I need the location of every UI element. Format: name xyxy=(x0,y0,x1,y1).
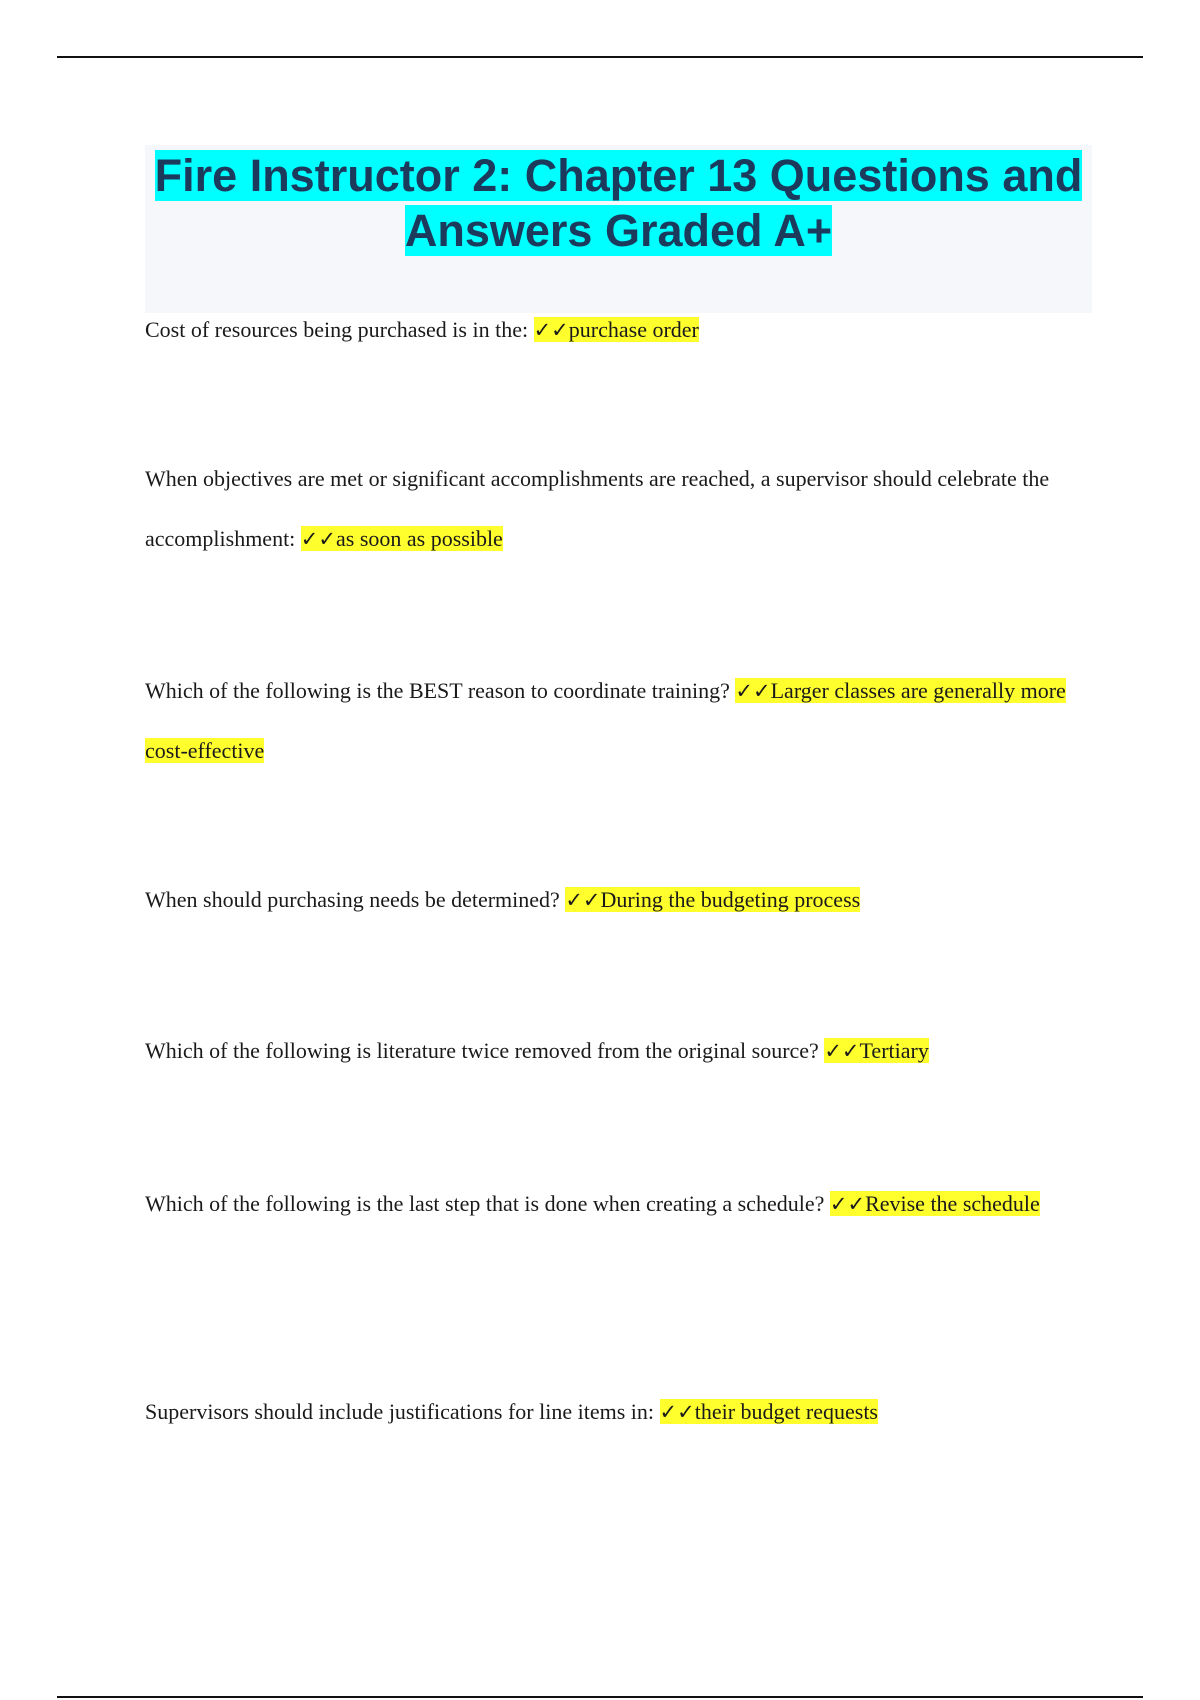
bottom-rule xyxy=(57,1696,1143,1698)
answer-text: their budget requests xyxy=(694,1399,878,1424)
question-text: Which of the following is literature twice removed from the original source? xyxy=(145,1038,825,1063)
question-text: Supervisors should include justifications for line items in: xyxy=(145,1399,660,1424)
question-text: Which of the following is the last step that is done when creating a schedule? xyxy=(145,1191,830,1216)
qa-item-6 xyxy=(145,1174,1075,1234)
title-highlight: Fire Instructor 2: Chapter 13 Questions and Answers Graded A+ xyxy=(154,150,1083,256)
double-check-icon: ✓✓ xyxy=(565,888,601,912)
double-check-icon: ✓✓ xyxy=(659,1400,695,1424)
qa-item-3 xyxy=(145,661,1075,781)
document-title xyxy=(145,145,1092,258)
answer-highlight xyxy=(660,1399,879,1424)
question-text: When should purchasing needs be determined? xyxy=(145,887,566,912)
qa-item-7 xyxy=(145,1382,1075,1442)
qa-item-5 xyxy=(145,1021,1075,1081)
answer-highlight xyxy=(830,1191,1040,1216)
top-rule xyxy=(57,56,1143,58)
double-check-icon: ✓✓ xyxy=(824,1039,860,1063)
qa-item-1 xyxy=(145,300,1075,360)
answer-highlight xyxy=(534,317,699,342)
answer-text: Larger classes are generally more cost-effective xyxy=(145,678,1066,763)
answer-highlight xyxy=(301,526,503,551)
question-text: When objectives are met or significant accomplishments are reached, a supervisor should celebrate the accomplishment: xyxy=(145,466,1050,551)
double-check-icon: ✓✓ xyxy=(300,527,336,551)
double-check-icon: ✓✓ xyxy=(735,679,771,703)
answer-text: Revise the schedule xyxy=(865,1191,1040,1216)
answer-text: as soon as possible xyxy=(336,526,503,551)
qa-item-4 xyxy=(145,870,1075,930)
question-text: Cost of resources being purchased is in the: xyxy=(145,317,534,342)
double-check-icon: ✓✓ xyxy=(533,318,569,342)
answer-highlight xyxy=(565,887,860,912)
title-block xyxy=(145,145,1092,313)
qa-item-2 xyxy=(145,449,1075,569)
answer-highlight xyxy=(824,1038,929,1063)
answer-text: Tertiary xyxy=(859,1038,929,1063)
double-check-icon: ✓✓ xyxy=(829,1192,866,1216)
question-text: Which of the following is the BEST reason to coordinate training? xyxy=(145,678,736,703)
answer-text: purchase order xyxy=(568,317,699,342)
answer-text: During the budgeting process xyxy=(600,887,861,912)
